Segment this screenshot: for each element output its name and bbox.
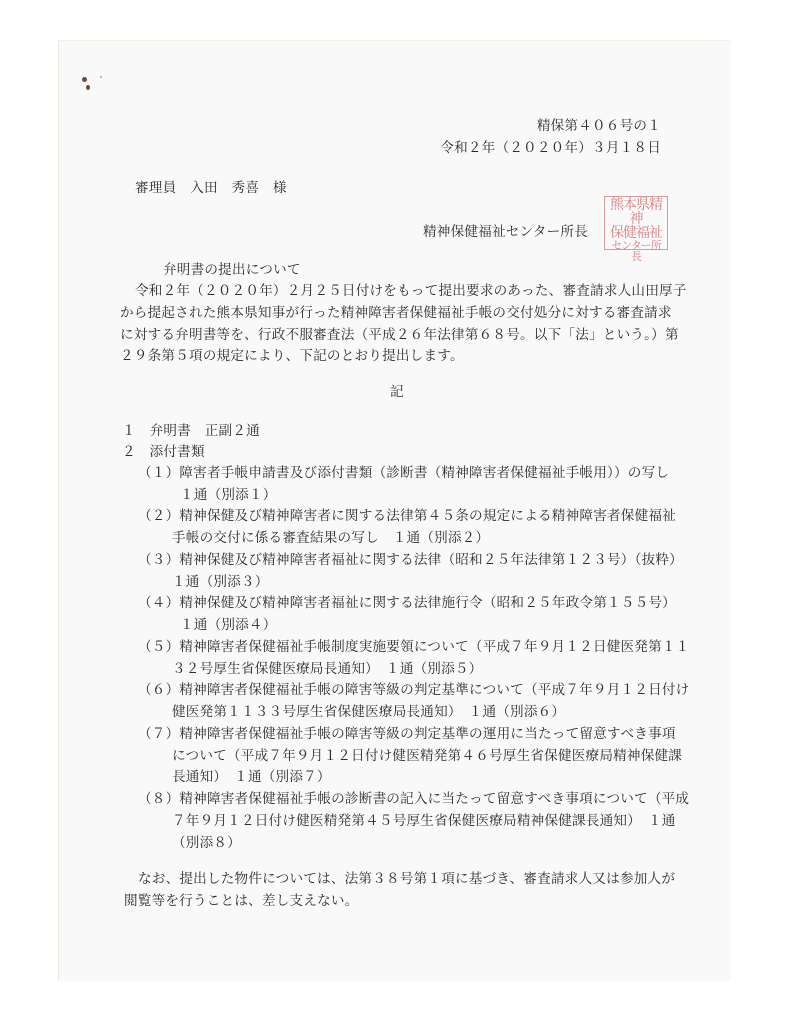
attachment-8-line: （８）精神障害者保健福祉手帳の診断書の記入に当たって留意すべき事項について（平成	[138, 791, 690, 807]
closing-line: なお、提出した物件については、法第３８号第１項に基づき、審査請求人又は参加人が	[138, 871, 676, 887]
attachment-7-line: 長通知） １通（別添７）	[172, 769, 331, 785]
ki-heading: 記	[390, 384, 404, 400]
stamp-line: 熊本県精神	[610, 197, 662, 227]
attachment-3-line: １通（別添３）	[172, 574, 269, 590]
addressee: 審理員 入田 秀喜 様	[135, 180, 287, 196]
body-line: に対する弁明書等を、行政不服審査法（平成２６年法律第６８号。以下「法」という。）第	[120, 327, 679, 343]
paper-specks	[80, 75, 110, 100]
attachment-8-line: ７年９月１２日付け健医精発第４５号厚生省保健医療局精神保健課長通知） １通	[172, 813, 676, 829]
document-number: 精保第４０６号の１	[536, 118, 661, 134]
attachment-3-line: （３）精神保健及び精神障害者福祉に関する法律（昭和２５年法律第１２３号）（抜粋）	[138, 552, 683, 568]
attachment-7-line: （７）精神障害者保健福祉手帳の障害等級の判定基準の運用に当たって留意すべき事項	[138, 726, 676, 742]
attachment-8-line: （別添８）	[172, 835, 241, 851]
sender: 精神保健福祉センター所長	[423, 224, 588, 240]
attachment-4-line: １通（別添４）	[180, 617, 277, 633]
attachment-6-line: 健医発第１１３３号厚生省保健医療局長通知） １通（別添６）	[172, 704, 566, 720]
attachment-5-line: ３２号厚生省保健医療局長通知） １通（別添５）	[172, 661, 483, 677]
attachment-2-line: （２）精神保健及び精神障害者に関する法律第４５条の規定による精神障害者保健福祉	[138, 508, 676, 524]
attachment-5-line: （５）精神障害者保健福祉手帳制度実施要領について（平成７年９月１２日健医発第１１	[138, 639, 690, 655]
attachment-1-line: （１）障害者手帳申請書及び添付書類（診断書（精神障害者保健福祉手帳用））の写し	[138, 465, 670, 481]
attachment-2-line: 手帳の交付に係る審査結果の写し １通（別添２）	[172, 530, 490, 546]
item-2: ２ 添付書類	[122, 444, 205, 460]
official-seal-stamp	[604, 196, 668, 263]
body-line: ２９条第５項の規定により、下記のとおり提出します。	[120, 348, 464, 364]
attachment-1-line: １通（別添１）	[180, 487, 277, 503]
document-date: 令和２年（２０２０年）３月１８日	[440, 140, 661, 156]
attachment-6-line: （６）精神障害者保健福祉手帳の障害等級の判定基準について（平成７年９月１２日付け	[138, 682, 690, 698]
body-line: から提起された熊本県知事が行った精神障害者保健福祉手帳の交付処分に対する審査請求	[120, 305, 672, 321]
stamp-line: センター所長	[611, 239, 661, 263]
closing-line: 閲覧等を行うことは、差し支えない。	[124, 893, 359, 909]
attachment-4-line: （４）精神保健及び精神障害者福祉に関する法律施行令（昭和２５年政令第１５５号）	[138, 595, 676, 611]
body-line: 令和２年（２０２０年）２月２５日付けをもって提出要求のあった、審査請求人山田厚子	[135, 283, 687, 299]
subject: 弁明書の提出について	[163, 262, 301, 278]
attachment-7-line: について（平成７年９月１２日付け健医精発第４６号厚生省保健医療局精神保健課	[172, 748, 683, 764]
stamp-line: 保健福祉	[610, 225, 662, 241]
item-1: １ 弁明書 正副２通	[122, 423, 260, 439]
